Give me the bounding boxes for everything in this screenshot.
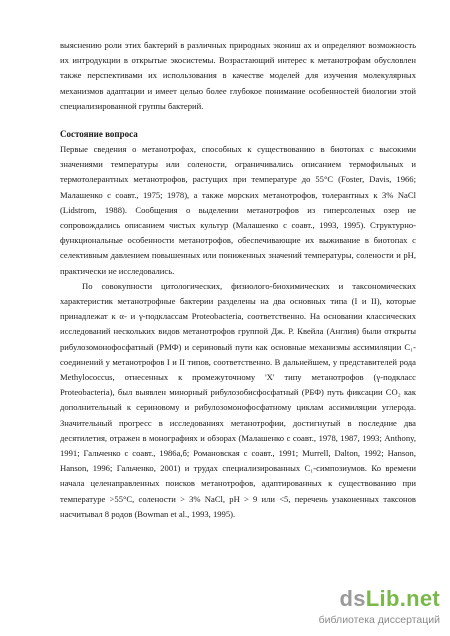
paragraph-intro: выяснению роли этих бактерий в различных природных экониш ах и определяют возможность их интродукции в открытые экосистемы. Возрастающий интерес к метанотрофам обусловлен также перспективами их использования в качестве моделей для изучения молекулярных механизмов адаптации и имеет целью более глубокое понимание особенностей биологии этой специализированной группы бактерий.	[60, 40, 416, 111]
spacer	[60, 114, 416, 118]
paragraph-first-info: Первые сведения о метанотрофах, способных к существованию в биотопах с высокими значениями температуры или солености, ограничивались описанием термофильных и термотолерантных метанотрофов, растущих при температуре до 55°С (Foster, Davis, 1966; Малашенко с соавт., 1975; 1978), а также морских метанотрофов, толерантных к 3% NaCl (Lidstrom, 1988). Сообщения о выделении метанотрофов из гиперсоленых озер не сопровождались описанием чистых культур (Малашенко с соавт., 1993, 1995). Структурно-функциональные особенности метанотрофов, обеспечивающие их выживание в биотопах с селективным давлением повышенных или пониженных значений температуры, солености и рН, практически не исследовались.	[60, 144, 416, 276]
section-heading: Состояние вопроса	[60, 129, 138, 140]
document-body	[60, 38, 416, 522]
dslib-tagline: библиотека диссертаций	[318, 614, 440, 626]
paragraph-taxonomy: По совокупности цитологических, физиолого-биохимических и таксономических характеристик метанотрофные бактерии разделены на два основных типа (I и II), которые принадлежат к α- и γ-подклассам Proteobacteria, соответственно. На основании классических исследований нескольких видов метанотрофов группой Дж. Р. Квейла (Англия) были открыты рибулозомонофосфатный (РМФ) и сериновый пути как основные механизмы ассимиляции С₁-соединений у метанотрофов I и II типов, соответственно. В дальнейшем, у представителей рода Methylococcus, отнесенных к промежуточному 'X' типу метанотрофов (γ-подкласс Proteobacteria), был выявлен минорный рибулозобисфосфатный (РБФ) путь фиксации СО₂ как дополнительный к сериновому и рибулозомонофосфатному циклам ассимиляции углерода. Значительный прогресс в исследованиях метанотрофии, достигнутый в последние два десятилетия, отражен в монографиях и обзорах (Малашенко с соавт., 1978, 1987, 1993; Anthony, 1991; Гальченко с соавт., 1986а,б; Романовская с соавт., 1991; Murrell, Dalton, 1992; Hanson, Hanson, 1996; Гальченко, 2001) и трудах специализированных С₁-симпозиумов. Ко времени начала целенаправленных поисков метанотрофов, адаптированных к существованию при температуре >55°С, солености > 3% NaCl, рН > 9 или <5, перечень узаконенных таксонов насчитывал 8 родов (Bowman et al., 1993, 1995).	[60, 280, 416, 519]
dslib-watermark	[290, 586, 440, 630]
dslib-logo: dsLib.net	[339, 586, 440, 611]
